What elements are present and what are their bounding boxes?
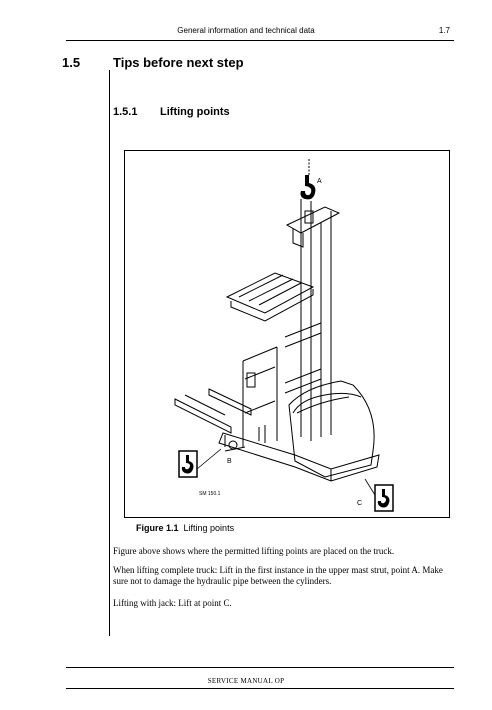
label-c: C [357,500,363,507]
crane-hook-icon [375,485,393,511]
section-title: Tips before next step [113,55,244,70]
section-number: 1.5 [62,55,81,70]
subsection-number: 1.5.1 [113,106,138,118]
body-paragraph-2: When lifting complete truck: Lift in the first instance in the upper mast strut, point A. Make sure not to damage the hydraulic pipe between the cylinders. [113,565,443,586]
label-b: B [227,458,232,465]
figure-frame [124,150,450,518]
subsection-title: Lifting points [160,106,230,118]
crane-hook-icon [179,451,197,477]
figure-caption [136,523,234,533]
footer-divider-bottom [66,688,454,689]
order-picker-truck-drawing [175,159,379,481]
header-divider [66,40,454,41]
truck-illustration [125,151,451,519]
body-paragraph-3: Lifting with jack: Lift at point C. [113,598,232,608]
figure-caption-number: Figure 1.1 [136,523,179,533]
body-paragraph-1: Figure above shows where the permitted lifting points are placed on the truck. [113,546,395,556]
figure-reference: SM 150.1 [199,491,221,497]
running-header-page-number: 1.7 [438,26,450,35]
label-a: A [317,178,322,185]
figure-caption-text: Lifting points [183,523,235,533]
running-header-title: General information and technical data [177,26,315,35]
crane-hook-icon [301,175,316,199]
footer-divider-top [66,667,454,668]
running-footer: SERVICE MANUAL OP [207,677,285,685]
margin-rule [109,70,110,636]
